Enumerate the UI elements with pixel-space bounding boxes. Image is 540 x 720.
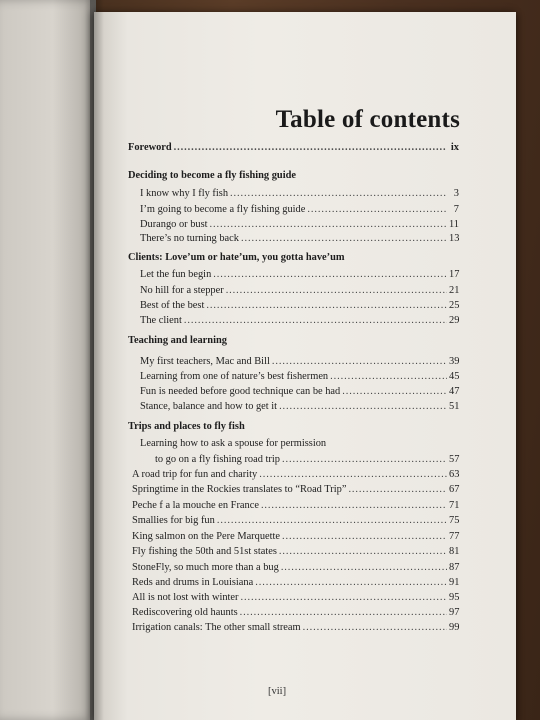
toc-entry [140, 354, 459, 369]
toc-entry [140, 267, 459, 282]
toc-entry [132, 620, 459, 635]
dot-leader [281, 560, 447, 575]
toc-entry-page: 75 [449, 515, 460, 526]
toc-entry-page: 97 [449, 607, 460, 618]
toc-entry-page: 17 [449, 269, 460, 280]
toc-entry-page: 25 [449, 300, 460, 311]
toc-entry [140, 298, 459, 313]
toc-entry-page: 29 [449, 315, 460, 326]
toc-entry-title: Let the fun begin [140, 269, 212, 280]
toc-section-title: Clients: Love’um or hate’um, you gotta have’um [128, 252, 345, 263]
dot-leader [213, 267, 447, 282]
dot-leader [279, 399, 447, 414]
dot-leader [174, 140, 447, 155]
toc-entry-page: 47 [449, 386, 460, 397]
dot-leader [303, 620, 447, 635]
toc-section-heading [128, 333, 459, 348]
toc-entry-title: Rediscovering old haunts [132, 607, 238, 618]
toc-entry [140, 231, 459, 246]
toc-entry [132, 498, 459, 513]
toc-entry [132, 605, 459, 620]
toc-entry-title: Foreword [128, 142, 172, 153]
toc-entry [140, 399, 459, 414]
dot-leader [210, 217, 447, 232]
dot-leader [261, 498, 447, 513]
toc-entry-title: I know why I fly fish [140, 188, 229, 199]
toc-entry [132, 482, 459, 497]
toc-entry-title: Smallies for big fun [132, 515, 215, 526]
toc-section-title: Deciding to become a fly fishing guide [128, 170, 296, 181]
toc-entry-page: 67 [449, 484, 460, 495]
dot-leader [217, 513, 447, 528]
toc-entry-title: King salmon on the Pere Marquette [132, 531, 281, 542]
dot-leader [206, 298, 447, 313]
toc-entry-page: 99 [449, 622, 460, 633]
toc-entry-page: 91 [449, 577, 460, 588]
toc-entry-page: 87 [449, 562, 460, 573]
toc-entry-title: All is not lost with winter [132, 592, 239, 603]
toc-section-title: Trips and places to fly fish [128, 421, 245, 432]
toc-entry-page: 39 [449, 356, 460, 367]
toc-entry-page: 7 [453, 204, 459, 215]
toc-entry-page: 51 [449, 401, 460, 412]
dot-leader [226, 283, 447, 298]
dot-leader [255, 575, 447, 590]
dot-leader [259, 467, 447, 482]
toc-entry [140, 369, 459, 384]
toc-entry [132, 513, 459, 528]
toc-entry-title: My first teachers, Mac and Bill [140, 356, 270, 367]
toc-entry-page: 3 [453, 188, 459, 199]
toc-entry-page: 63 [449, 469, 460, 480]
toc-entry [132, 560, 459, 575]
toc-entry [140, 313, 459, 328]
dot-leader [184, 313, 447, 328]
dot-leader [307, 202, 447, 217]
toc-entry-page: 13 [449, 233, 460, 244]
toc-entry-page: ix [450, 142, 459, 153]
dot-leader [241, 590, 447, 605]
toc-entry [155, 452, 459, 467]
dot-leader [342, 384, 447, 399]
dot-leader [241, 231, 447, 246]
toc-entry [140, 384, 459, 399]
toc-entry [140, 202, 459, 217]
toc-entry-page: 11 [449, 219, 460, 230]
toc-entry-title: Peche f a la mouche en France [132, 500, 259, 511]
toc-entry [132, 529, 459, 544]
toc-entry-page: 95 [449, 592, 460, 603]
toc-entry-title: Irrigation canals: The other small stream [132, 622, 301, 633]
toc-entry-page: 81 [449, 546, 460, 557]
toc-entry-page: 77 [449, 531, 460, 542]
toc-entry [140, 217, 459, 232]
toc-entry-page: 71 [449, 500, 460, 511]
toc-entry-title: Springtime in the Rockies translates to “Road Trip” [132, 484, 347, 495]
toc-entry-title: There’s no turning back [140, 233, 239, 244]
toc-entry-title: StoneFly, so much more than a bug [132, 562, 279, 573]
dot-leader [230, 186, 447, 201]
toc-entry [132, 575, 459, 590]
toc-entry-page: 21 [449, 285, 460, 296]
toc-entry [140, 283, 459, 298]
toc-entry-title: Learning how to ask a spouse for permission [140, 438, 327, 449]
toc-entry-title: No hill for a stepper [140, 285, 224, 296]
toc-entry-page: 57 [449, 454, 460, 465]
toc-entry-title: The client [140, 315, 182, 326]
toc-section-heading [128, 250, 459, 265]
toc-entry-title: Fun is needed before good technique can be had [140, 386, 341, 397]
dot-leader [282, 452, 447, 467]
toc-entry [132, 467, 459, 482]
toc-entry [140, 186, 459, 201]
dot-leader [279, 544, 447, 559]
toc-section-heading [128, 419, 459, 434]
toc-entry-title: Stance, balance and how to get it [140, 401, 278, 412]
dot-leader [282, 529, 447, 544]
toc-entry-title: Best of the best [140, 300, 205, 311]
dot-leader [240, 605, 447, 620]
toc-entry-title: Fly fishing the 50th and 51st states [132, 546, 277, 557]
toc-section-heading [128, 168, 459, 183]
toc-entry [132, 544, 459, 559]
toc-entry [132, 590, 459, 605]
dot-leader [330, 369, 447, 384]
dot-leader [272, 354, 447, 369]
page-title: Table of contents [275, 106, 460, 133]
toc-entry-title: I’m going to become a fly fishing guide [140, 204, 306, 215]
toc-section-title: Teaching and learning [128, 335, 227, 346]
toc-entry-title: to go on a fly fishing road trip [155, 454, 280, 465]
toc-entry-title: A road trip for fun and charity [132, 469, 258, 480]
toc-entry-first-line [140, 436, 459, 451]
toc-entry-title: Reds and drums in Louisiana [132, 577, 254, 588]
dot-leader [348, 482, 447, 497]
toc-entry-page: 45 [449, 371, 460, 382]
page-number: [vii] [268, 686, 287, 697]
toc-entry-title: Learning from one of nature’s best fishermen [140, 371, 329, 382]
toc-entry-foreword [128, 140, 459, 155]
toc-entry-title: Durango or bust [140, 219, 208, 230]
